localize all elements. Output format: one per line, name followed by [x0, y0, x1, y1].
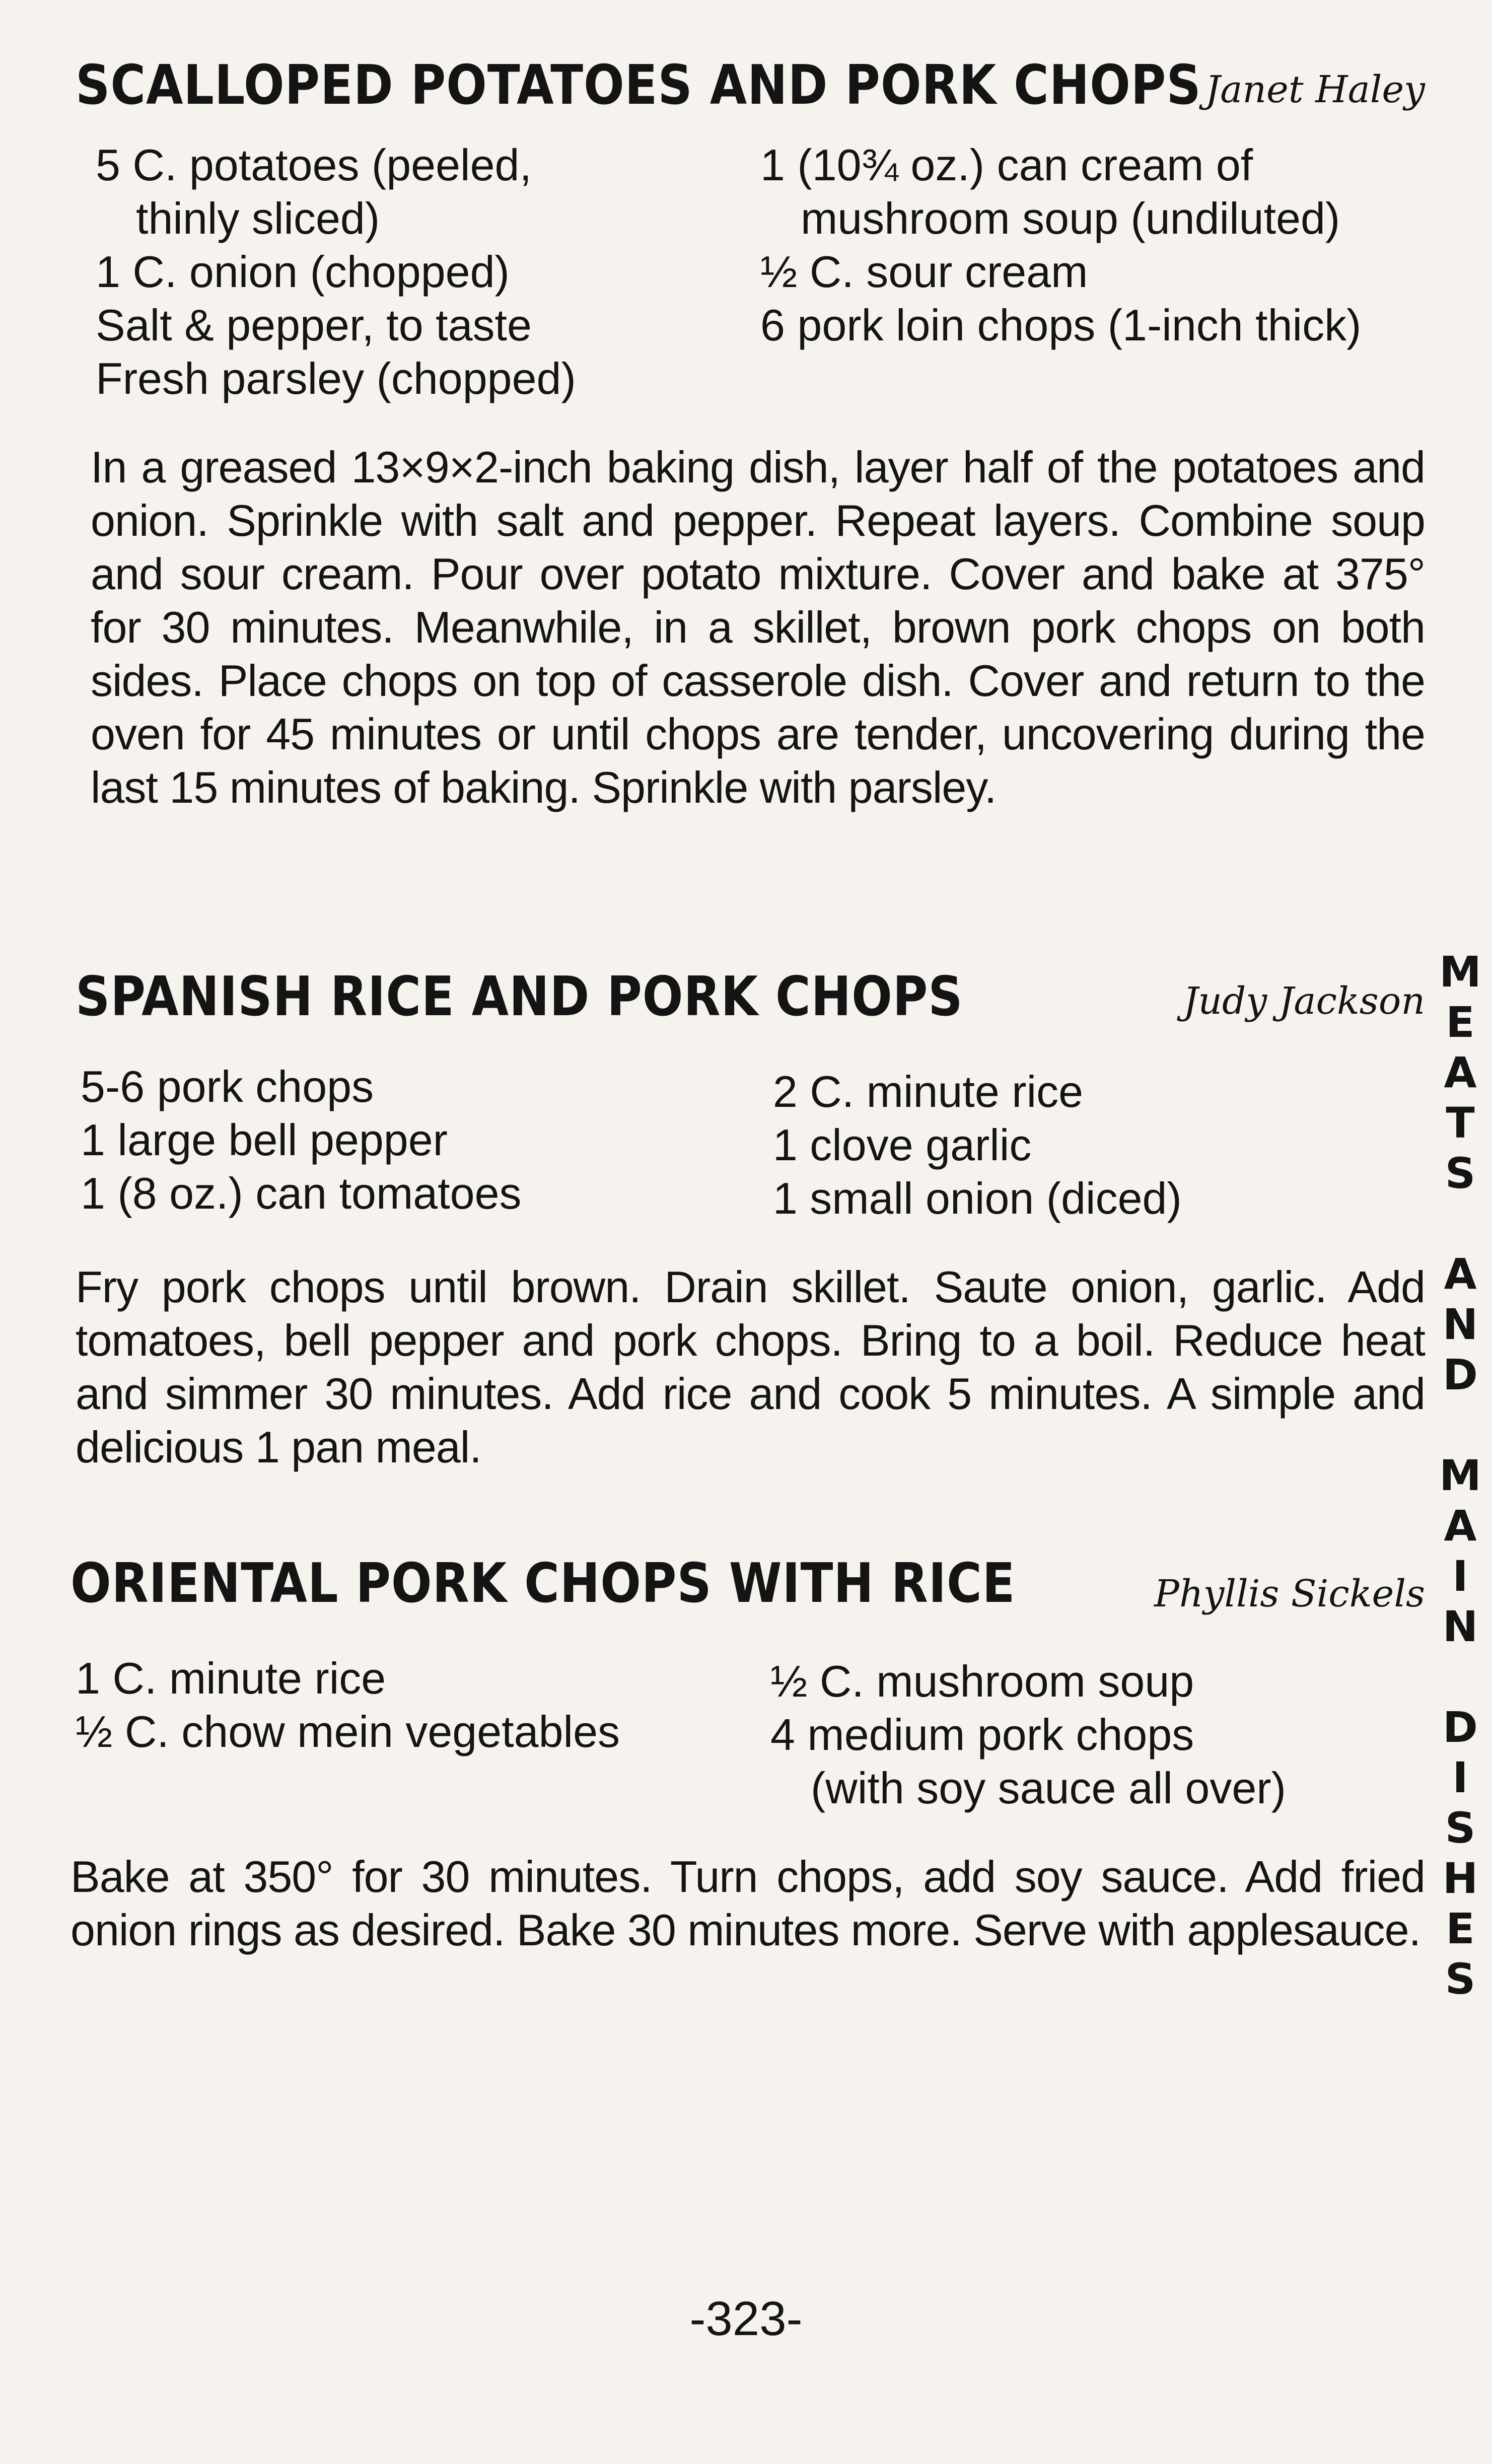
tab-letter: D [1443, 1703, 1478, 1752]
ingredient: 1 (8 oz.) can tomatoes [81, 1168, 522, 1218]
tab-letter: N [1442, 1300, 1478, 1349]
tab-letter: S [1445, 1803, 1476, 1853]
tab-spacer [1438, 1400, 1483, 1450]
ingredient: 1 clove garlic [772, 1120, 1032, 1170]
recipe-spanish-rice [65, 959, 1425, 1474]
recipe-header [65, 959, 1425, 1045]
tab-letter: A [1444, 1048, 1477, 1097]
tab-letter: A [1444, 1249, 1477, 1299]
ingredient: thinly sliced) [136, 193, 380, 243]
tab-letter: I [1452, 1552, 1468, 1601]
recipe-author: Phyllis Sickels [1154, 1572, 1425, 1615]
tab-letter: M [1439, 1451, 1481, 1500]
tab-letter: S [1445, 1954, 1476, 2004]
tab-spacer [1438, 1652, 1483, 1702]
tab-letter: H [1442, 1854, 1478, 1903]
ingredient-list [65, 138, 1425, 405]
recipe-oriental-pork-chops [65, 1546, 1425, 1957]
ingredient-column-left [65, 1060, 773, 1225]
recipe-instructions: In a greased 13×9×2-inch baking dish, layer half of the potatoes and onion. Sprinkle with salt and pepper. Repeat layers. Combine soup and sour cream. Pour over potato mixture. Cover and bake at 375° for 30 minutes. Meanwhile, in a skillet, brown pork chops on both sides. Place chops on top of casserole dish. Cover and return to the oven for 45 minutes or until chops are tender, uncovering during the last 15 minutes of baking. Sprinkle with parsley. [91, 442, 1425, 812]
ingredient: mushroom soup (undiluted) [801, 193, 1340, 243]
recipe-instructions: Bake at 350° for 30 minutes. Turn chops, add soy sauce. Add fried onion rings as desired. Bake 30 minutes more. Serve with applesauce. [70, 1852, 1425, 1955]
recipe-title: SCALLOPED POTATOES AND PORK CHOPS [76, 54, 1201, 117]
ingredient-column-right [760, 138, 1415, 405]
recipe-header [65, 1546, 1425, 1632]
ingredient: ½ C. sour cream [760, 247, 1088, 297]
ingredient-column-left [65, 138, 760, 405]
recipe-author: Judy Jackson [1183, 979, 1425, 1023]
tab-letter: E [1446, 1904, 1475, 1953]
tab-letter: A [1444, 1501, 1477, 1551]
ingredient: 1 large bell pepper [81, 1115, 448, 1165]
ingredient: ½ C. chow mein vegetables [76, 1707, 620, 1756]
ingredient: 1 (10¾ oz.) can cream of [760, 140, 1253, 190]
tab-letter: E [1446, 998, 1475, 1047]
ingredient: 5-6 pork chops [81, 1062, 374, 1111]
tab-letter: D [1443, 1350, 1478, 1399]
ingredient: 2 C. minute rice [772, 1067, 1084, 1116]
ingredient-column-left [65, 1652, 770, 1815]
recipe-instructions: Fry pork chops until brown. Drain skillet. Saute onion, garlic. Add tomatoes, bell pepper and pork chops. Bring to a boil. Reduce heat and simmer 30 minutes. Add rice and cook 5 minutes. A simple and delicious 1 pan meal. [76, 1262, 1425, 1472]
recipe-title: SPANISH RICE AND PORK CHOPS [76, 965, 963, 1028]
ingredient-list [65, 1652, 1425, 1815]
recipe-header [65, 48, 1425, 133]
tab-letter: S [1445, 1149, 1476, 1198]
ingredient: ½ C. mushroom soup [770, 1656, 1194, 1706]
ingredient: 1 C. onion (chopped) [96, 247, 510, 297]
ingredient: 1 small onion (diced) [772, 1173, 1182, 1223]
ingredient: Fresh parsley (chopped) [96, 354, 576, 403]
tab-letter: I [1452, 1753, 1468, 1802]
recipe-author: Janet Haley [1205, 68, 1425, 111]
ingredient: Salt & pepper, to taste [96, 300, 532, 350]
tab-letter: M [1439, 947, 1481, 997]
page-number: -323- [689, 2292, 803, 2346]
section-tab [1438, 947, 1483, 2004]
tab-letter: T [1446, 1098, 1475, 1148]
recipe-title: ORIENTAL PORK CHOPS WITH RICE [70, 1552, 1016, 1615]
ingredient-column-right [770, 1652, 1425, 1815]
ingredient: (with soy sauce all over) [811, 1763, 1286, 1813]
tab-letter: N [1442, 1602, 1478, 1651]
ingredient-list [65, 1060, 1425, 1225]
recipe-scalloped-potatoes [65, 48, 1425, 814]
ingredient: 6 pork loin chops (1-inch thick) [760, 300, 1362, 350]
ingredient: 5 C. potatoes (peeled, [96, 140, 532, 190]
tab-spacer [1438, 1199, 1483, 1249]
ingredient-column-right [773, 1060, 1425, 1225]
ingredient: 4 medium pork chops [770, 1710, 1194, 1759]
ingredient: 1 C. minute rice [76, 1653, 386, 1703]
